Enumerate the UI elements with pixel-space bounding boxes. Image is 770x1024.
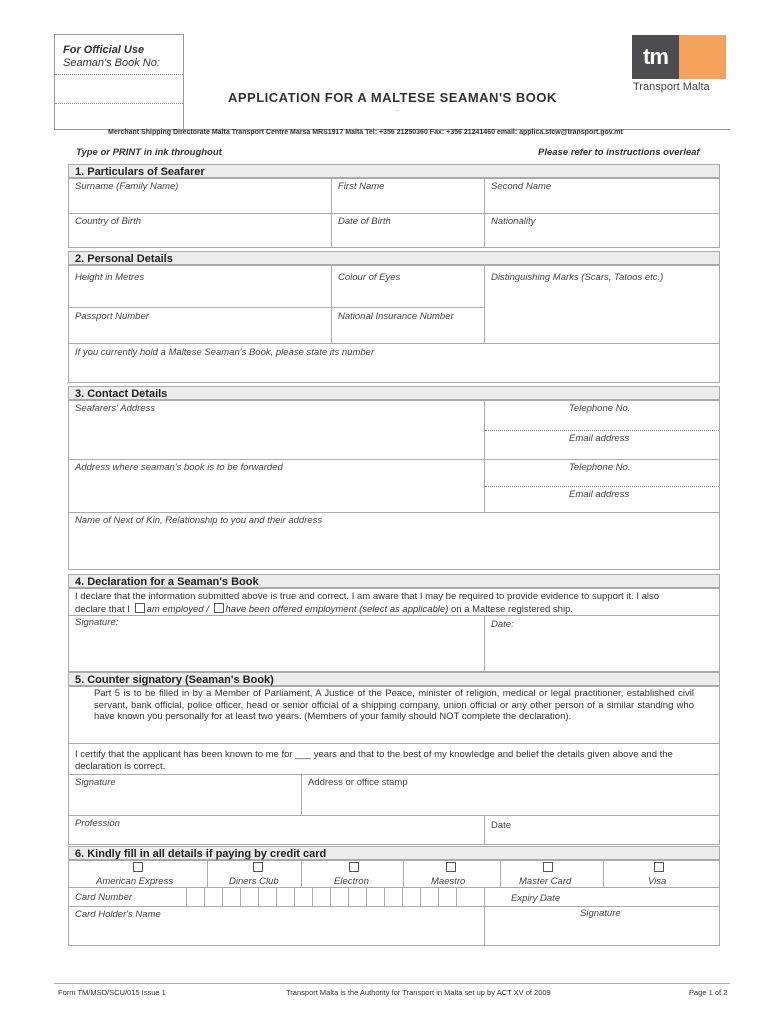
email-field-1[interactable]: Email address [569, 433, 630, 444]
nationality-field[interactable]: Nationality [484, 213, 720, 248]
section1-heading: 1. Particulars of Seafarer [68, 164, 720, 178]
contact-line: Merchant Shipping Directorate Malta Transport Centre Marsa MRS1917 Malta Tel: +356 21250360 Fax: +356 21241460 email: applica.stcw@transport.gov.mt [108, 129, 623, 136]
employed-checkbox[interactable] [135, 603, 145, 613]
certify-statement: I certify that the applicant has been known to me for ___ years and that to the best of my knowledge and belief the details given above and the declaration is correct. [75, 749, 673, 772]
employed-option: am employed / [146, 604, 209, 615]
card-label-diners: Diners Club [229, 876, 279, 887]
maestro-checkbox[interactable] [446, 862, 456, 872]
expiry-date-field[interactable]: Expiry Date [511, 893, 561, 904]
logo-tm-mark: tm [632, 35, 679, 79]
counter-signature-field[interactable]: Signature [68, 774, 302, 816]
official-use-label: For Official Use [63, 44, 145, 56]
diners-checkbox[interactable] [253, 862, 263, 872]
visa-checkbox[interactable] [654, 862, 664, 872]
page-number: Page 1 of 2 [689, 988, 728, 997]
profession-field[interactable]: Profession [68, 815, 485, 845]
form-id: Form TM/MSD/SCU/015 Issue 1 [58, 988, 166, 997]
office-stamp-field[interactable]: Address or office stamp [301, 774, 720, 816]
telephone-field-2[interactable]: Telephone No. [569, 462, 631, 473]
card-label-electron: Electron [334, 876, 369, 887]
counter-signatory-instructions: Part 5 is to be filled in by a Member of Parliament, A Justice of the Peace, minister of religion, medical or legal practitioner, established civil servant, bank official, police officer, head or senior official of a shipping company, union official or any other person of a similar standing who have known you personally for at least two years. (Members of your family should NOT complete the declaration). [94, 688, 694, 722]
seamans-book-no-label: Seaman's Book No: [63, 57, 160, 69]
seafarer-address-field[interactable]: Seafarers' Address [68, 400, 485, 460]
national-insurance-field[interactable]: National Insurance Number [331, 307, 485, 344]
card-number-label: Card Number [75, 892, 133, 903]
section5-heading: 5. Counter signatory (Seaman's Book) [68, 672, 720, 686]
next-of-kin-field[interactable]: Name of Next of Kin, Relationship to you and their address [68, 512, 720, 570]
surname-field[interactable]: Surname (Family Name) [68, 178, 332, 214]
height-field[interactable]: Height in Metres [68, 265, 332, 308]
forward-address-field[interactable]: Address where seaman's book is to be forwarded [68, 459, 485, 513]
mastercard-checkbox[interactable] [543, 862, 553, 872]
refer-note: Please refer to instructions overleaf [538, 147, 700, 158]
offered-option: have been offered employment (select as applicable) [225, 604, 449, 615]
card-holder-name-field[interactable]: Card Holder's Name [75, 909, 161, 920]
country-of-birth-field[interactable]: Country of Birth [68, 213, 332, 248]
counter-date-field[interactable]: Date [484, 815, 720, 845]
transport-malta-logo [632, 35, 726, 79]
offered-checkbox[interactable] [214, 603, 224, 613]
declaration-line2-start: declare that I [75, 604, 130, 615]
card-label-mastercard: Master Card [519, 876, 572, 887]
declaration-line1: I declare that the information submitted above is true and correct. I am aware that I may be required to provide evidence to support it. I also [75, 591, 660, 602]
applicant-signature-field[interactable]: Signature: [75, 617, 119, 628]
card-label-visa: Visa [648, 876, 667, 887]
card-number-input[interactable] [186, 887, 484, 906]
first-name-field[interactable]: First Name [331, 178, 485, 214]
card-label-amex: American Express [96, 876, 174, 887]
applicant-date-field[interactable]: Date: [491, 619, 514, 630]
card-signature-field[interactable]: Signature [580, 908, 621, 919]
section2-heading: 2. Personal Details [68, 251, 720, 265]
section6-heading: 6. Kindly fill in all details if paying by credit card [68, 846, 720, 860]
section3-heading: 3. Contact Details [68, 386, 720, 400]
date-of-birth-field[interactable]: Date of Birth [331, 213, 485, 248]
amex-checkbox[interactable] [133, 862, 143, 872]
second-name-field[interactable]: Second Name [484, 178, 720, 214]
type-note: Type or PRINT in ink throughout [76, 147, 222, 158]
email-field-2[interactable]: Email address [569, 489, 630, 500]
card-label-maestro: Maestro [431, 876, 466, 887]
distinguishing-marks-field[interactable]: Distinguishing Marks (Scars, Tatoos etc.) [484, 265, 720, 344]
telephone-field-1[interactable]: Telephone No. [569, 403, 631, 414]
authority-note: Transport Malta is the Authority for Transport in Malta set up by ACT XV of 2009 [286, 988, 551, 997]
declaration-line2-end: on a Maltese registered ship. [451, 604, 573, 615]
current-book-field[interactable]: If you currently hold a Maltese Seaman's Book, please state its number [68, 343, 720, 383]
section4-heading: 4. Declaration for a Seaman's Book [68, 574, 720, 588]
declaration-line2 [75, 603, 573, 616]
electron-checkbox[interactable] [349, 862, 359, 872]
page-title: APPLICATION FOR A MALTESE SEAMAN'S BOOK [228, 90, 557, 105]
official-use-box [54, 34, 184, 130]
logo-org-name: Transport Malta [633, 81, 710, 93]
eye-colour-field[interactable]: Colour of Eyes [331, 265, 485, 308]
passport-number-field[interactable]: Passport Number [68, 307, 332, 344]
